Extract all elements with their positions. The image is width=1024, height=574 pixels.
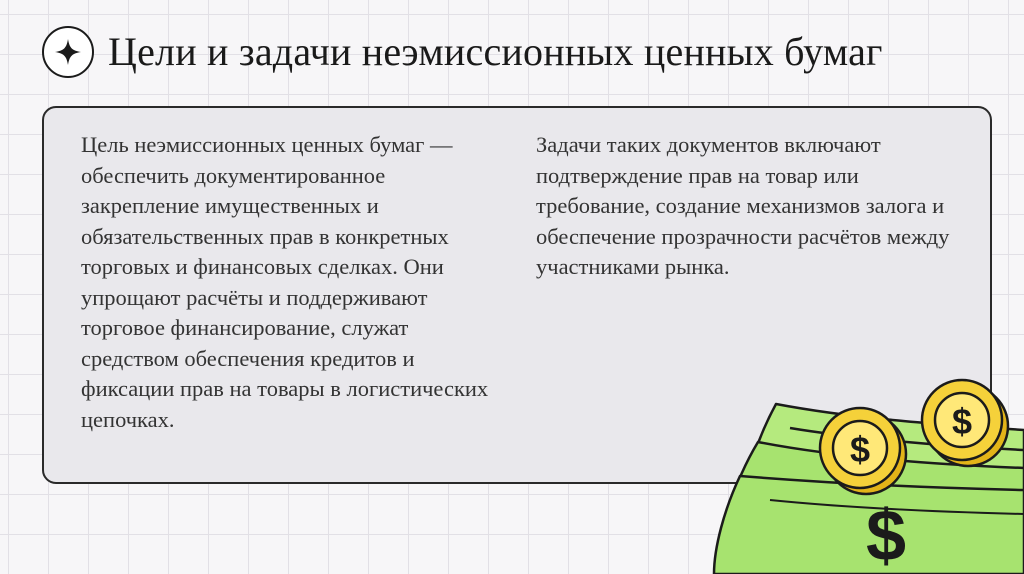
title-row xyxy=(42,26,883,78)
svg-text:$: $ xyxy=(865,496,907,574)
svg-text:$: $ xyxy=(951,401,973,442)
tasks-paragraph: Задачи таких документов включают подтверждение прав на товар или требование, создание механизмов залога и обеспечение прозрачности расчётов между участниками рынка. xyxy=(536,132,950,279)
svg-text:$: $ xyxy=(849,429,871,470)
money-illustration xyxy=(700,372,1024,574)
goal-paragraph: Цель неэмиссионных ценных бумаг — обеспечить документированное закрепление имущественных и обязательственных прав в конкретных торговых и финансовых сделках. Они упрощают расчёты и поддерживают торговое финансирование, служат средством обеспечения кредитов и фиксации прав на товары в логистических цепочках. xyxy=(81,132,489,432)
page-title: Цели и задачи неэмиссионных ценных бумаг xyxy=(108,29,883,74)
dollar-sign-icon xyxy=(866,496,906,574)
sparkle-icon xyxy=(42,26,94,78)
